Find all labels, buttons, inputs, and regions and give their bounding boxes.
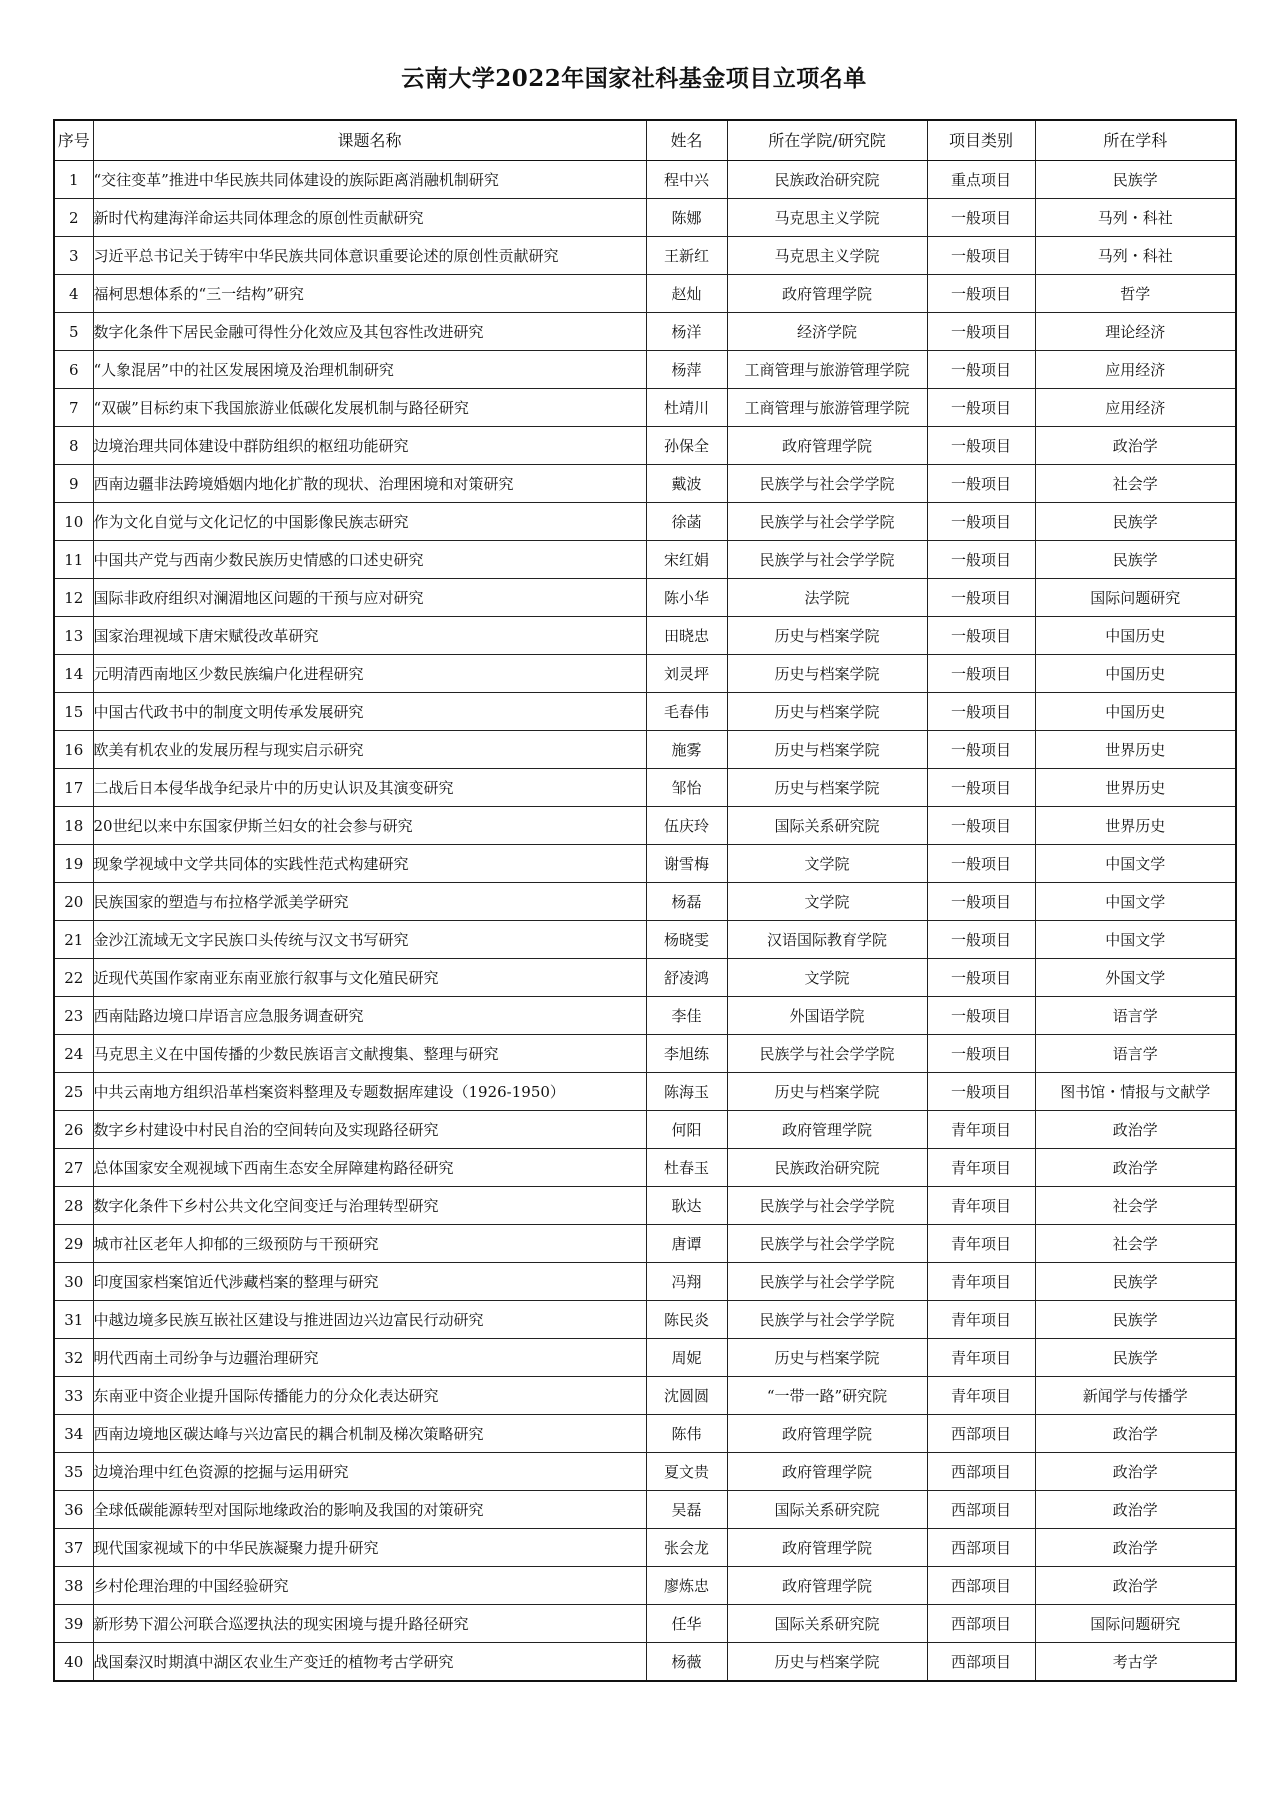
table-row xyxy=(54,921,1236,959)
table-row xyxy=(54,1643,1236,1682)
table-row xyxy=(54,1187,1236,1225)
table-row xyxy=(54,313,1236,351)
cell-college: 法学院 xyxy=(727,579,927,617)
table-body xyxy=(54,161,1236,1682)
cell-name: 王新红 xyxy=(646,237,727,275)
cell-project-type: 一般项目 xyxy=(927,275,1035,313)
cell-serial-number: 25 xyxy=(54,1073,93,1111)
cell-name: 唐谭 xyxy=(646,1225,727,1263)
table-row xyxy=(54,769,1236,807)
cell-project-type: 一般项目 xyxy=(927,351,1035,389)
cell-subject: 理论经济 xyxy=(1035,313,1236,351)
cell-project-type: 重点项目 xyxy=(927,161,1035,199)
header-college: 所在学院/研究院 xyxy=(727,120,927,161)
cell-name: 李佳 xyxy=(646,997,727,1035)
cell-project-title: “双碳”目标约束下我国旅游业低碳化发展机制与路径研究 xyxy=(93,389,646,427)
table-row xyxy=(54,1111,1236,1149)
cell-name: 廖炼忠 xyxy=(646,1567,727,1605)
cell-name: 伍庆玲 xyxy=(646,807,727,845)
cell-serial-number: 30 xyxy=(54,1263,93,1301)
cell-project-title: 城市社区老年人抑郁的三级预防与干预研究 xyxy=(93,1225,646,1263)
cell-name: 程中兴 xyxy=(646,161,727,199)
cell-college: 外国语学院 xyxy=(727,997,927,1035)
cell-project-title: 战国秦汉时期滇中湖区农业生产变迁的植物考古学研究 xyxy=(93,1643,646,1682)
cell-name: 李旭练 xyxy=(646,1035,727,1073)
cell-name: 刘灵坪 xyxy=(646,655,727,693)
cell-project-type: 一般项目 xyxy=(927,959,1035,997)
cell-project-title: 中国共产党与西南少数民族历史情感的口述史研究 xyxy=(93,541,646,579)
cell-serial-number: 38 xyxy=(54,1567,93,1605)
cell-project-title: 作为文化自觉与文化记忆的中国影像民族志研究 xyxy=(93,503,646,541)
cell-subject: 中国文学 xyxy=(1035,883,1236,921)
cell-subject: 外国文学 xyxy=(1035,959,1236,997)
cell-project-title: 边境治理共同体建设中群防组织的枢纽功能研究 xyxy=(93,427,646,465)
cell-project-type: 一般项目 xyxy=(927,731,1035,769)
cell-project-title: “人象混居”中的社区发展困境及治理机制研究 xyxy=(93,351,646,389)
cell-subject: 语言学 xyxy=(1035,1035,1236,1073)
table-row xyxy=(54,1301,1236,1339)
table-row xyxy=(54,845,1236,883)
table-row xyxy=(54,503,1236,541)
cell-project-title: 20世纪以来中东国家伊斯兰妇女的社会参与研究 xyxy=(93,807,646,845)
cell-college: 马克思主义学院 xyxy=(727,237,927,275)
cell-name: 赵灿 xyxy=(646,275,727,313)
cell-project-type: 一般项目 xyxy=(927,1073,1035,1111)
cell-subject: 哲学 xyxy=(1035,275,1236,313)
table-row xyxy=(54,883,1236,921)
cell-college: 国际关系研究院 xyxy=(727,1605,927,1643)
cell-project-title: 新形势下湄公河联合巡逻执法的现实困境与提升路径研究 xyxy=(93,1605,646,1643)
cell-subject: 世界历史 xyxy=(1035,731,1236,769)
header-subject: 所在学科 xyxy=(1035,120,1236,161)
cell-project-title: 乡村伦理治理的中国经验研究 xyxy=(93,1567,646,1605)
cell-college: 政府管理学院 xyxy=(727,1415,927,1453)
cell-college: 文学院 xyxy=(727,845,927,883)
table-row xyxy=(54,1339,1236,1377)
cell-name: 杨晓雯 xyxy=(646,921,727,959)
cell-project-type: 西部项目 xyxy=(927,1453,1035,1491)
cell-college: 国际关系研究院 xyxy=(727,807,927,845)
cell-college: 民族学与社会学学院 xyxy=(727,503,927,541)
table-row xyxy=(54,1149,1236,1187)
cell-serial-number: 40 xyxy=(54,1643,93,1682)
cell-project-title: 二战后日本侵华战争纪录片中的历史认识及其演变研究 xyxy=(93,769,646,807)
cell-name: 宋红娟 xyxy=(646,541,727,579)
cell-subject: 政治学 xyxy=(1035,1567,1236,1605)
table-row xyxy=(54,1567,1236,1605)
cell-project-type: 一般项目 xyxy=(927,617,1035,655)
cell-project-title: 现代国家视域下的中华民族凝聚力提升研究 xyxy=(93,1529,646,1567)
cell-serial-number: 29 xyxy=(54,1225,93,1263)
cell-serial-number: 37 xyxy=(54,1529,93,1567)
cell-college: 民族学与社会学学院 xyxy=(727,1301,927,1339)
cell-name: 田晓忠 xyxy=(646,617,727,655)
cell-college: 民族学与社会学学院 xyxy=(727,465,927,503)
cell-college: 文学院 xyxy=(727,883,927,921)
cell-project-type: 青年项目 xyxy=(927,1339,1035,1377)
cell-subject: 考古学 xyxy=(1035,1643,1236,1682)
table-header-row xyxy=(54,120,1236,161)
cell-project-type: 一般项目 xyxy=(927,541,1035,579)
table-row xyxy=(54,161,1236,199)
cell-project-type: 一般项目 xyxy=(927,313,1035,351)
cell-project-type: 一般项目 xyxy=(927,997,1035,1035)
cell-college: 政府管理学院 xyxy=(727,1453,927,1491)
cell-project-type: 一般项目 xyxy=(927,579,1035,617)
table-row xyxy=(54,959,1236,997)
cell-subject: 中国历史 xyxy=(1035,655,1236,693)
cell-serial-number: 3 xyxy=(54,237,93,275)
cell-serial-number: 2 xyxy=(54,199,93,237)
cell-subject: 政治学 xyxy=(1035,1111,1236,1149)
cell-name: 吴磊 xyxy=(646,1491,727,1529)
cell-name: 耿达 xyxy=(646,1187,727,1225)
cell-name: 何阳 xyxy=(646,1111,727,1149)
cell-project-title: 近现代英国作家南亚东南亚旅行叙事与文化殖民研究 xyxy=(93,959,646,997)
cell-project-type: 西部项目 xyxy=(927,1529,1035,1567)
cell-name: 杨薇 xyxy=(646,1643,727,1682)
cell-serial-number: 22 xyxy=(54,959,93,997)
cell-serial-number: 34 xyxy=(54,1415,93,1453)
cell-serial-number: 18 xyxy=(54,807,93,845)
header-project-type: 项目类别 xyxy=(927,120,1035,161)
header-name: 姓名 xyxy=(646,120,727,161)
cell-project-title: 现象学视域中文学共同体的实践性范式构建研究 xyxy=(93,845,646,883)
table-row xyxy=(54,389,1236,427)
cell-subject: 世界历史 xyxy=(1035,769,1236,807)
cell-project-type: 西部项目 xyxy=(927,1415,1035,1453)
cell-serial-number: 10 xyxy=(54,503,93,541)
cell-subject: 马列・科社 xyxy=(1035,237,1236,275)
cell-name: 冯翔 xyxy=(646,1263,727,1301)
cell-project-title: 数字化条件下乡村公共文化空间变迁与治理转型研究 xyxy=(93,1187,646,1225)
table-row xyxy=(54,465,1236,503)
cell-subject: 新闻学与传播学 xyxy=(1035,1377,1236,1415)
cell-subject: 政治学 xyxy=(1035,1491,1236,1529)
cell-college: 马克思主义学院 xyxy=(727,199,927,237)
table-row xyxy=(54,1415,1236,1453)
cell-college: 历史与档案学院 xyxy=(727,655,927,693)
project-list-table xyxy=(53,119,1237,1682)
cell-project-type: 西部项目 xyxy=(927,1567,1035,1605)
cell-college: 民族学与社会学学院 xyxy=(727,1263,927,1301)
cell-subject: 国际问题研究 xyxy=(1035,1605,1236,1643)
cell-college: 政府管理学院 xyxy=(727,1529,927,1567)
cell-project-title: 中越边境多民族互嵌社区建设与推进固边兴边富民行动研究 xyxy=(93,1301,646,1339)
cell-project-title: 西南边境地区碳达峰与兴边富民的耦合机制及梯次策略研究 xyxy=(93,1415,646,1453)
cell-serial-number: 11 xyxy=(54,541,93,579)
cell-serial-number: 27 xyxy=(54,1149,93,1187)
cell-serial-number: 17 xyxy=(54,769,93,807)
table-row xyxy=(54,655,1236,693)
cell-subject: 应用经济 xyxy=(1035,351,1236,389)
cell-college: 政府管理学院 xyxy=(727,275,927,313)
cell-project-type: 青年项目 xyxy=(927,1111,1035,1149)
header-project-title: 课题名称 xyxy=(93,120,646,161)
table-row xyxy=(54,541,1236,579)
cell-name: 孙保全 xyxy=(646,427,727,465)
cell-serial-number: 26 xyxy=(54,1111,93,1149)
cell-serial-number: 5 xyxy=(54,313,93,351)
cell-serial-number: 23 xyxy=(54,997,93,1035)
cell-project-title: 印度国家档案馆近代涉藏档案的整理与研究 xyxy=(93,1263,646,1301)
cell-name: 陈小华 xyxy=(646,579,727,617)
cell-name: 施雾 xyxy=(646,731,727,769)
cell-college: 民族学与社会学学院 xyxy=(727,1035,927,1073)
cell-name: 沈圆圆 xyxy=(646,1377,727,1415)
cell-subject: 社会学 xyxy=(1035,465,1236,503)
cell-name: 毛春伟 xyxy=(646,693,727,731)
cell-name: 周妮 xyxy=(646,1339,727,1377)
cell-project-title: 欧美有机农业的发展历程与现实启示研究 xyxy=(93,731,646,769)
cell-project-title: 马克思主义在中国传播的少数民族语言文献搜集、整理与研究 xyxy=(93,1035,646,1073)
page-title: 云南大学2022年国家社科基金项目立项名单 xyxy=(401,65,867,92)
cell-project-type: 西部项目 xyxy=(927,1605,1035,1643)
cell-name: 陈伟 xyxy=(646,1415,727,1453)
cell-college: 政府管理学院 xyxy=(727,1111,927,1149)
cell-name: 夏文贵 xyxy=(646,1453,727,1491)
header-serial-number: 序号 xyxy=(54,120,93,161)
cell-project-type: 青年项目 xyxy=(927,1225,1035,1263)
cell-project-type: 青年项目 xyxy=(927,1301,1035,1339)
cell-project-type: 青年项目 xyxy=(927,1263,1035,1301)
cell-project-title: 总体国家安全观视域下西南生态安全屏障建构路径研究 xyxy=(93,1149,646,1187)
cell-college: 民族学与社会学学院 xyxy=(727,541,927,579)
cell-college: 历史与档案学院 xyxy=(727,731,927,769)
table-row xyxy=(54,1225,1236,1263)
cell-subject: 国际问题研究 xyxy=(1035,579,1236,617)
cell-project-type: 一般项目 xyxy=(927,769,1035,807)
cell-college: 国际关系研究院 xyxy=(727,1491,927,1529)
cell-project-title: 新时代构建海洋命运共同体理念的原创性贡献研究 xyxy=(93,199,646,237)
table-row xyxy=(54,1377,1236,1415)
cell-college: 历史与档案学院 xyxy=(727,617,927,655)
cell-subject: 民族学 xyxy=(1035,1339,1236,1377)
cell-serial-number: 36 xyxy=(54,1491,93,1529)
table-row xyxy=(54,1263,1236,1301)
cell-subject: 民族学 xyxy=(1035,541,1236,579)
table-row xyxy=(54,275,1236,313)
cell-college: 历史与档案学院 xyxy=(727,769,927,807)
cell-name: 杨洋 xyxy=(646,313,727,351)
cell-name: 陈民炎 xyxy=(646,1301,727,1339)
cell-subject: 语言学 xyxy=(1035,997,1236,1035)
cell-project-title: 金沙江流域无文字民族口头传统与汉文书写研究 xyxy=(93,921,646,959)
table-row xyxy=(54,1035,1236,1073)
cell-project-title: 福柯思想体系的“三一结构”研究 xyxy=(93,275,646,313)
cell-project-type: 一般项目 xyxy=(927,465,1035,503)
cell-subject: 民族学 xyxy=(1035,161,1236,199)
cell-serial-number: 6 xyxy=(54,351,93,389)
table-row xyxy=(54,807,1236,845)
cell-name: 杜春玉 xyxy=(646,1149,727,1187)
cell-subject: 马列・科社 xyxy=(1035,199,1236,237)
cell-name: 陈海玉 xyxy=(646,1073,727,1111)
cell-college: 历史与档案学院 xyxy=(727,1643,927,1682)
table-row xyxy=(54,1529,1236,1567)
cell-serial-number: 35 xyxy=(54,1453,93,1491)
cell-subject: 政治学 xyxy=(1035,1453,1236,1491)
cell-subject: 中国文学 xyxy=(1035,845,1236,883)
cell-serial-number: 32 xyxy=(54,1339,93,1377)
table-row xyxy=(54,237,1236,275)
cell-name: 任华 xyxy=(646,1605,727,1643)
cell-project-title: 西南陆路边境口岸语言应急服务调查研究 xyxy=(93,997,646,1035)
cell-subject: 应用经济 xyxy=(1035,389,1236,427)
cell-name: 邹怡 xyxy=(646,769,727,807)
cell-project-type: 一般项目 xyxy=(927,503,1035,541)
cell-project-title: 国家治理视域下唐宋赋役改革研究 xyxy=(93,617,646,655)
cell-name: 张会龙 xyxy=(646,1529,727,1567)
cell-project-title: 民族国家的塑造与布拉格学派美学研究 xyxy=(93,883,646,921)
cell-college: 文学院 xyxy=(727,959,927,997)
cell-serial-number: 14 xyxy=(54,655,93,693)
cell-serial-number: 1 xyxy=(54,161,93,199)
cell-project-type: 西部项目 xyxy=(927,1643,1035,1682)
cell-project-type: 一般项目 xyxy=(927,199,1035,237)
cell-serial-number: 12 xyxy=(54,579,93,617)
cell-college: 历史与档案学院 xyxy=(727,693,927,731)
cell-project-title: 中共云南地方组织沿革档案资料整理及专题数据库建设（1926-1950） xyxy=(93,1073,646,1111)
cell-serial-number: 16 xyxy=(54,731,93,769)
table-row xyxy=(54,1453,1236,1491)
cell-name: 杨萍 xyxy=(646,351,727,389)
cell-project-title: “交往变革”推进中华民族共同体建设的族际距离消融机制研究 xyxy=(93,161,646,199)
table-row xyxy=(54,427,1236,465)
cell-project-type: 一般项目 xyxy=(927,845,1035,883)
cell-project-type: 一般项目 xyxy=(927,921,1035,959)
cell-subject: 中国历史 xyxy=(1035,693,1236,731)
cell-serial-number: 20 xyxy=(54,883,93,921)
cell-project-title: 西南边疆非法跨境婚姻内地化扩散的现状、治理困境和对策研究 xyxy=(93,465,646,503)
cell-serial-number: 19 xyxy=(54,845,93,883)
cell-subject: 政治学 xyxy=(1035,1149,1236,1187)
cell-project-title: 边境治理中红色资源的挖掘与运用研究 xyxy=(93,1453,646,1491)
cell-name: 徐菡 xyxy=(646,503,727,541)
cell-serial-number: 7 xyxy=(54,389,93,427)
cell-project-title: 国际非政府组织对澜湄地区问题的干预与应对研究 xyxy=(93,579,646,617)
cell-serial-number: 21 xyxy=(54,921,93,959)
cell-project-type: 一般项目 xyxy=(927,807,1035,845)
cell-college: 民族学与社会学学院 xyxy=(727,1187,927,1225)
cell-project-type: 一般项目 xyxy=(927,1035,1035,1073)
cell-subject: 社会学 xyxy=(1035,1187,1236,1225)
cell-serial-number: 4 xyxy=(54,275,93,313)
cell-project-type: 青年项目 xyxy=(927,1149,1035,1187)
cell-project-type: 一般项目 xyxy=(927,427,1035,465)
table-row xyxy=(54,997,1236,1035)
table-row xyxy=(54,693,1236,731)
cell-serial-number: 28 xyxy=(54,1187,93,1225)
cell-name: 戴波 xyxy=(646,465,727,503)
cell-project-title: 明代西南土司纷争与边疆治理研究 xyxy=(93,1339,646,1377)
cell-college: 历史与档案学院 xyxy=(727,1339,927,1377)
cell-name: 谢雪梅 xyxy=(646,845,727,883)
cell-project-title: 数字乡村建设中村民自治的空间转向及实现路径研究 xyxy=(93,1111,646,1149)
cell-college: 民族政治研究院 xyxy=(727,1149,927,1187)
cell-project-type: 西部项目 xyxy=(927,1491,1035,1529)
cell-subject: 社会学 xyxy=(1035,1225,1236,1263)
cell-subject: 政治学 xyxy=(1035,1529,1236,1567)
cell-project-title: 全球低碳能源转型对国际地缘政治的影响及我国的对策研究 xyxy=(93,1491,646,1529)
table-row xyxy=(54,1491,1236,1529)
cell-project-title: 东南亚中资企业提升国际传播能力的分众化表达研究 xyxy=(93,1377,646,1415)
cell-serial-number: 39 xyxy=(54,1605,93,1643)
cell-project-title: 元明清西南地区少数民族编户化进程研究 xyxy=(93,655,646,693)
cell-subject: 世界历史 xyxy=(1035,807,1236,845)
cell-subject: 政治学 xyxy=(1035,427,1236,465)
cell-serial-number: 24 xyxy=(54,1035,93,1073)
cell-serial-number: 31 xyxy=(54,1301,93,1339)
cell-name: 陈娜 xyxy=(646,199,727,237)
cell-name: 舒凌鸿 xyxy=(646,959,727,997)
cell-serial-number: 8 xyxy=(54,427,93,465)
cell-project-type: 一般项目 xyxy=(927,237,1035,275)
cell-project-type: 青年项目 xyxy=(927,1187,1035,1225)
cell-college: 经济学院 xyxy=(727,313,927,351)
cell-college: 历史与档案学院 xyxy=(727,1073,927,1111)
cell-college: 政府管理学院 xyxy=(727,1567,927,1605)
cell-project-type: 一般项目 xyxy=(927,883,1035,921)
cell-subject: 民族学 xyxy=(1035,1301,1236,1339)
cell-project-title: 中国古代政书中的制度文明传承发展研究 xyxy=(93,693,646,731)
cell-serial-number: 15 xyxy=(54,693,93,731)
cell-subject: 民族学 xyxy=(1035,503,1236,541)
cell-serial-number: 9 xyxy=(54,465,93,503)
cell-serial-number: 33 xyxy=(54,1377,93,1415)
cell-subject: 中国历史 xyxy=(1035,617,1236,655)
cell-project-type: 一般项目 xyxy=(927,655,1035,693)
cell-college: “一带一路”研究院 xyxy=(727,1377,927,1415)
table-row xyxy=(54,351,1236,389)
table-row xyxy=(54,1073,1236,1111)
cell-college: 工商管理与旅游管理学院 xyxy=(727,389,927,427)
cell-project-type: 青年项目 xyxy=(927,1377,1035,1415)
cell-subject: 民族学 xyxy=(1035,1263,1236,1301)
cell-college: 工商管理与旅游管理学院 xyxy=(727,351,927,389)
cell-name: 杜靖川 xyxy=(646,389,727,427)
table-row xyxy=(54,1605,1236,1643)
cell-serial-number: 13 xyxy=(54,617,93,655)
cell-project-type: 一般项目 xyxy=(927,693,1035,731)
cell-name: 杨磊 xyxy=(646,883,727,921)
cell-college: 民族政治研究院 xyxy=(727,161,927,199)
table-row xyxy=(54,731,1236,769)
cell-college: 政府管理学院 xyxy=(727,427,927,465)
cell-subject: 中国文学 xyxy=(1035,921,1236,959)
cell-college: 民族学与社会学学院 xyxy=(727,1225,927,1263)
cell-project-type: 一般项目 xyxy=(927,389,1035,427)
cell-subject: 政治学 xyxy=(1035,1415,1236,1453)
table-row xyxy=(54,199,1236,237)
cell-college: 汉语国际教育学院 xyxy=(727,921,927,959)
cell-subject: 图书馆・情报与文献学 xyxy=(1035,1073,1236,1111)
cell-project-title: 习近平总书记关于铸牢中华民族共同体意识重要论述的原创性贡献研究 xyxy=(93,237,646,275)
table-row xyxy=(54,579,1236,617)
cell-project-title: 数字化条件下居民金融可得性分化效应及其包容性改进研究 xyxy=(93,313,646,351)
table-row xyxy=(54,617,1236,655)
